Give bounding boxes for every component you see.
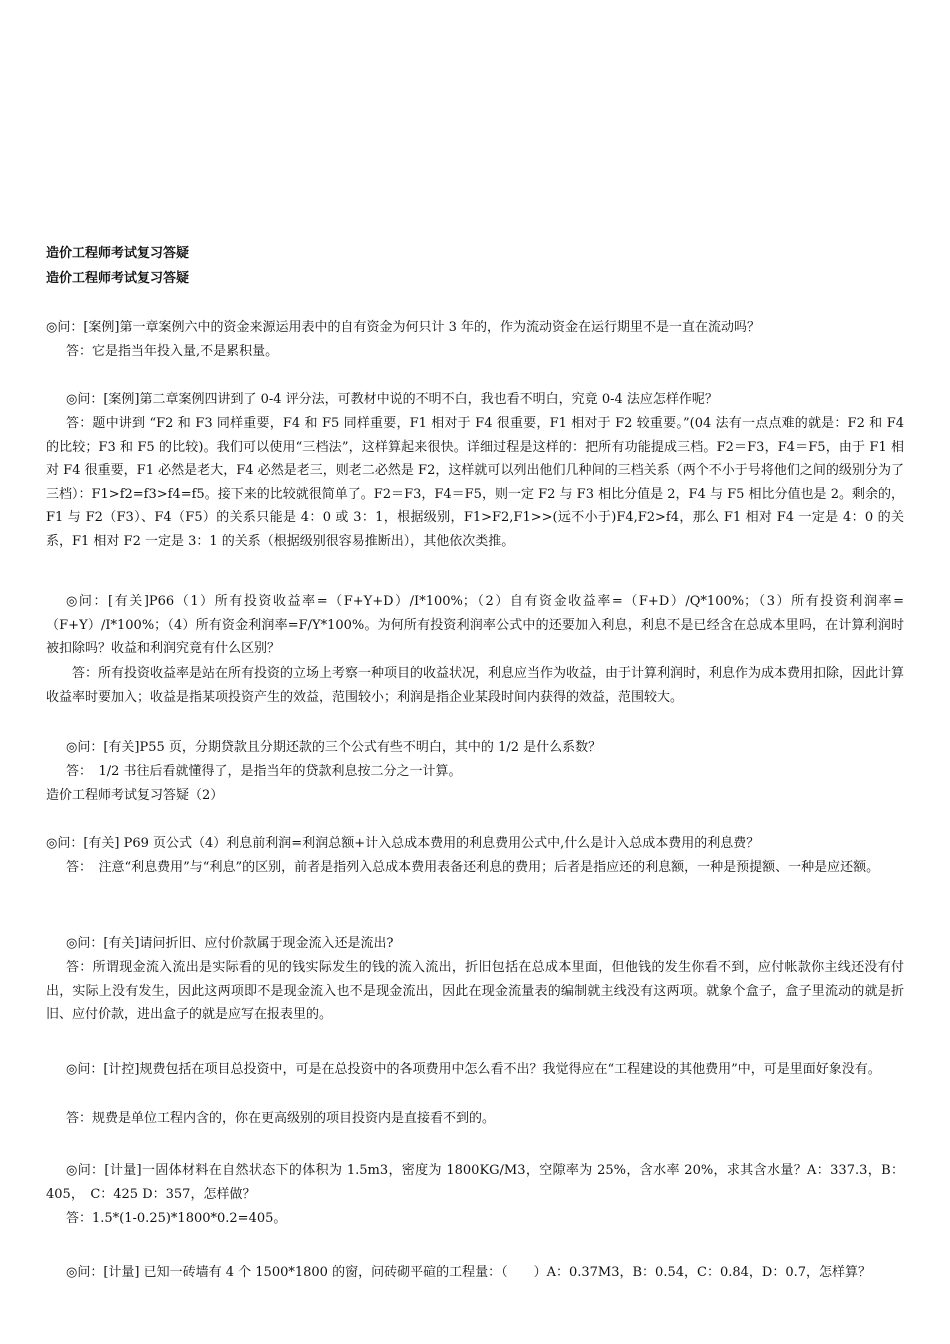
- question-4: ◎问：[有关]P55 页，分期贷款且分期还款的三个公式有些不明白，其中的 1/2 是什么系数？: [66, 740, 602, 755]
- answer-8: 答：1.5*(1-0.25)*1800*0.2=405。: [66, 1211, 287, 1226]
- answer-5: 答： 注意“利息费用”与“利息”的区别，前者是指列入总成本费用表备还利息的费用；后者是指应还的利息额，一种是预提额、一种是应还额。: [66, 860, 880, 875]
- answer-6: 答：所谓现金流入流出是实际看的见的钱实际发生的钱的流入流出，折旧包括在总成本里面，但他钱的发生你看不到，应付帐款你主线还没有付出，实际上没有发生，因此这两项即不是现金流入也不是现金流出，因此在现金流量表的编制就主线没有这两项。就象个盒子，盒子里流动的就是折旧、应付价款，进出盒子的就是应写在报表里的。: [46, 960, 904, 1022]
- question-3: ◎问：[有关]P66（1）所有投资收益率=（F+Y+D）/I*100%；（2）自有资金收益率=（F+D）/Q*100%；（3）所有投资利润率=（F+Y）/I*100%；（4）所有资金利润率=F/Y*100%。为何所有投资利润率公式中的还要加入利息，利息不是已经含在总成本里吗，在计算利润时被扣除吗？收益和利润究竟有什么区别？: [46, 594, 904, 656]
- question-8: ◎问：[计量]一固体材料在自然状态下的体积为 1.5m3，密度为 1800KG/M3，空隙率为 25%，含水率 20%，求其含水量？A：337.3，B：405， C：425 D：357，怎样做？: [46, 1163, 904, 1202]
- answer-2: 答：题中讲到 “F2 和 F3 同样重要，F4 和 F5 同样重要，F1 相对于 F4 很重要，F1 相对于 F2 较重要。”(04 法有一点点难的就是：F2 和 F4 的比较；F3 和 F5 的比较)。我们可以使用“三档法”，这样算起来很快。详细过程是这样的：把所有功能提成三档。F2＝F3，F4＝F5，由于 F1 相对 F4 很重要，F1 必然是老大，F4 必然是老三，则老二必然是 F2，这样就可以列出他们几种间的三档关系（两个不小于号将他们之间的级别分为了三档）：F1>f2=f3>f4=f5。接下来的比较就很简单了。F2＝F3，F4＝F5，则一定 F2 与 F3 相比分值是 2，F4 与 F5 相比分值也是 2。剩余的，F1 与 F2（F3）、F4（F5）的关系只能是 4：0 或 3：1，根据级别，F1>F2,F1>>(远不小于)F4,F2>f4，那么 F1 相对 F4 一定是 4：0 的关系，F1 相对 F2 一定是 3：1 的关系（根据级别很容易推断出），其他依次类推。: [46, 416, 904, 549]
- question-6: ◎问：[有关]请问折旧、应付价款属于现金流入还是流出?: [66, 936, 394, 951]
- question-9: ◎问：[计量] 已知一砖墙有 4 个 1500*1800 的窗，问砖砌平碹的工程量：（ ）A：0.37M3，B：0.54，C：0.84，D：0.7，怎样算？: [66, 1265, 871, 1280]
- document-title: 造价工程师考试复习答疑: [46, 246, 190, 261]
- answer-3: 答：所有投资收益率是站在所有投资的立场上考察一种项目的收益状况，利息应当作为收益，由于计算利润时，利息作为成本费用扣除，因此计算收益率时要加入；收益是指某项投资产生的效益，范围较小；利润是指企业某段时间内获得的效益，范围较大。: [46, 666, 905, 705]
- section-2-title: 造价工程师考试复习答疑（2）: [46, 788, 224, 803]
- question-7: ◎问：[计控]规费包括在项目总投资中，可是在总投资中的各项费用中怎么看不出？我觉得应在“工程建设的其他费用”中，可是里面好象没有。: [66, 1062, 881, 1077]
- answer-1: 答：它是指当年投入量,不是累积量。: [66, 344, 279, 359]
- answer-7: 答：规费是单位工程内含的，你在更高级别的项目投资内是直接看不到的。: [66, 1111, 496, 1126]
- question-2: ◎问：[案例]第二章案例四讲到了 0-4 评分法，可教材中说的不明不白，我也看不明白，究竟 0-4 法应怎样作呢？: [66, 392, 718, 407]
- document-title-repeat: 造价工程师考试复习答疑: [46, 271, 190, 286]
- question-1: ◎问：[案例]第一章案例六中的资金来源运用表中的自有资金为何只计 3 年的，作为流动资金在运行期里不是一直在流动吗？: [46, 320, 761, 335]
- answer-4: 答： 1/2 书往后看就懂得了，是指当年的贷款利息按二分之一计算。: [66, 764, 462, 779]
- question-5: ◎问：[有关] P69 页公式（4）利息前利润=利润总额+计入总成本费用的利息费用公式中,什么是计入总成本费用的利息费？: [46, 836, 760, 851]
